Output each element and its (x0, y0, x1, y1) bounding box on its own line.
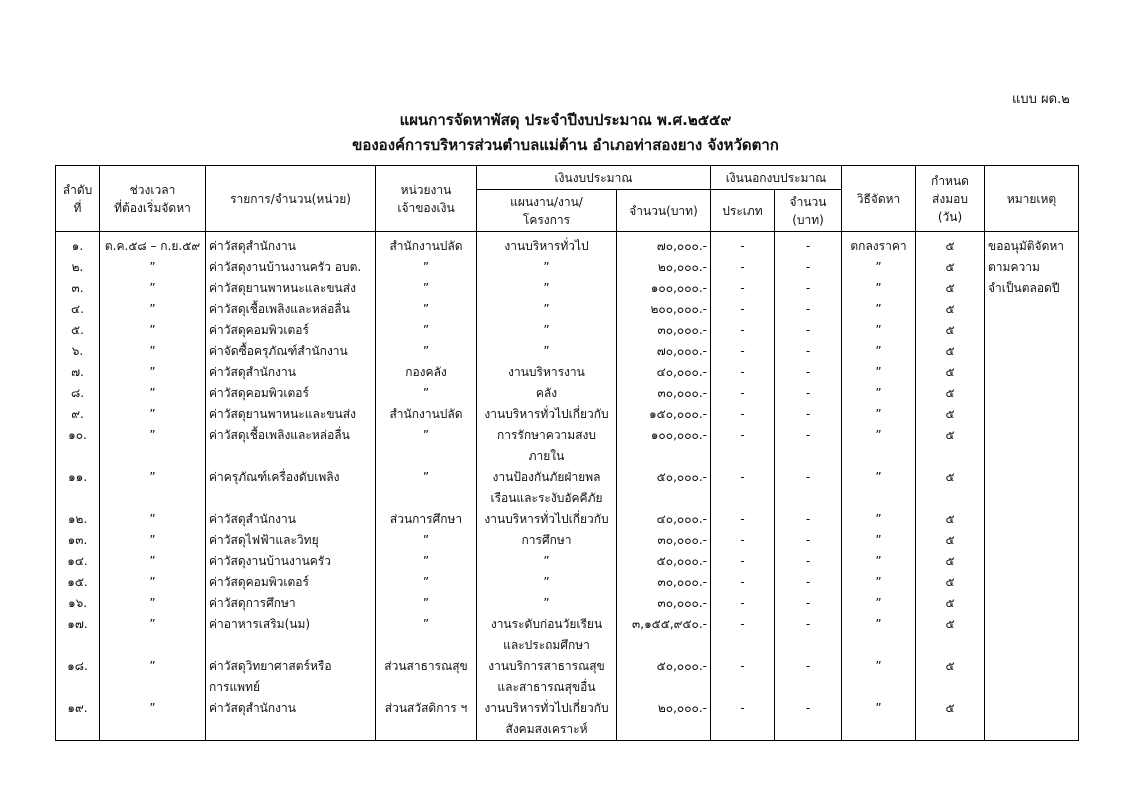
header-unit: หน่วยงาน เจ้าของเงิน (376, 166, 477, 232)
cell-period: ” (100, 614, 206, 656)
cell-delivery: ๕ (916, 278, 985, 299)
cell-unit: สำนักงานปลัด (376, 232, 477, 258)
cell-unit: ” (376, 257, 477, 278)
cell-no: ๘. (56, 383, 100, 404)
cell-method: ” (842, 509, 916, 530)
cell-period: ” (100, 257, 206, 278)
cell-unit: ” (376, 530, 477, 551)
cell-remark (985, 614, 1079, 656)
cell-no: ๓. (56, 278, 100, 299)
cell-delivery: ๕ (916, 362, 985, 383)
cell-method: ” (842, 341, 916, 362)
cell-amount: ๓๐,๐๐๐.- (617, 572, 711, 593)
cell-off-amount: - (775, 257, 842, 278)
cell-no: ๕. (56, 320, 100, 341)
cell-amount: ๕๐,๐๐๐.- (617, 656, 711, 698)
cell-type: - (711, 656, 775, 698)
cell-delivery: ๕ (916, 572, 985, 593)
cell-method: ” (842, 614, 916, 656)
cell-off-amount: - (775, 530, 842, 551)
cell-method: ” (842, 257, 916, 278)
table-row (56, 383, 1079, 404)
cell-type: - (711, 467, 775, 509)
cell-method: ” (842, 467, 916, 509)
cell-type: - (711, 278, 775, 299)
cell-plan: ” (477, 551, 617, 572)
cell-period: ” (100, 698, 206, 741)
cell-type: - (711, 341, 775, 362)
cell-period: ” (100, 467, 206, 509)
table-row (56, 404, 1079, 425)
cell-remark (985, 551, 1079, 572)
cell-remark (985, 320, 1079, 341)
cell-off-amount: - (775, 299, 842, 320)
cell-type: - (711, 614, 775, 656)
header-no: ลำดับ ที่ (56, 166, 100, 232)
cell-type: - (711, 383, 775, 404)
cell-method: ” (842, 698, 916, 741)
cell-plan: ” (477, 299, 617, 320)
header-delivery: กำหนด ส่งมอบ (วัน) (916, 166, 985, 232)
cell-type: - (711, 509, 775, 530)
cell-method: ” (842, 572, 916, 593)
cell-delivery: ๕ (916, 404, 985, 425)
cell-off-amount: - (775, 593, 842, 614)
cell-delivery: ๕ (916, 425, 985, 467)
cell-delivery: ๕ (916, 299, 985, 320)
cell-item: ค่าวัสดุสำนักงาน (206, 362, 376, 383)
cell-amount: ๔๐,๐๐๐.- (617, 362, 711, 383)
cell-remark: ขออนุมัติจัดหา (985, 232, 1079, 258)
table-row (56, 467, 1079, 509)
cell-plan: งานบริการสาธารณสุข และสาธารณสุขอื่น (477, 656, 617, 698)
cell-no: ๒. (56, 257, 100, 278)
cell-amount: ๑๐๐,๐๐๐.- (617, 278, 711, 299)
cell-plan: ” (477, 341, 617, 362)
cell-amount: ๓๐,๐๐๐.- (617, 320, 711, 341)
cell-remark (985, 299, 1079, 320)
header-off-budget-group: เงินนอกงบประมาณ (711, 166, 842, 190)
cell-delivery: ๕ (916, 551, 985, 572)
cell-plan: งานระดับก่อนวัยเรียน และประถมศึกษา (477, 614, 617, 656)
cell-period: ” (100, 320, 206, 341)
cell-off-amount: - (775, 383, 842, 404)
table-row (56, 551, 1079, 572)
table-row (56, 425, 1079, 467)
cell-amount: ๒๐๐,๐๐๐.- (617, 299, 711, 320)
table-row (56, 572, 1079, 593)
cell-no: ๑๓. (56, 530, 100, 551)
cell-off-amount: - (775, 551, 842, 572)
cell-delivery: ๕ (916, 698, 985, 741)
cell-remark (985, 698, 1079, 741)
table-row (56, 341, 1079, 362)
cell-unit: ” (376, 425, 477, 467)
cell-amount: ๓๐,๐๐๐.- (617, 530, 711, 551)
cell-method: ” (842, 656, 916, 698)
table-row (56, 232, 1079, 258)
cell-item: ค่าวัสดุสำนักงาน (206, 509, 376, 530)
cell-type: - (711, 551, 775, 572)
cell-amount: ๕๐,๐๐๐.- (617, 551, 711, 572)
cell-period: ” (100, 551, 206, 572)
cell-no: ๑๗. (56, 614, 100, 656)
cell-amount: ๗๐,๐๐๐.- (617, 232, 711, 258)
cell-unit: ” (376, 572, 477, 593)
cell-no: ๑๑. (56, 467, 100, 509)
cell-method: ” (842, 278, 916, 299)
cell-method: ” (842, 320, 916, 341)
cell-type: - (711, 257, 775, 278)
cell-remark (985, 341, 1079, 362)
cell-period: ” (100, 299, 206, 320)
cell-type: - (711, 362, 775, 383)
cell-plan: ” (477, 278, 617, 299)
cell-plan: คลัง (477, 383, 617, 404)
cell-period: ” (100, 593, 206, 614)
page-title: แผนการจัดหาพัสดุ ประจำปีงบประมาณ พ.ศ.๒๕๕๙ (399, 111, 732, 129)
table-row (56, 278, 1079, 299)
cell-plan: ” (477, 593, 617, 614)
cell-period: ” (100, 572, 206, 593)
form-code: แบบ ผด.๒ (1012, 92, 1070, 107)
cell-plan: งานบริหารทั่วไปเกี่ยวกับ (477, 404, 617, 425)
cell-unit: ” (376, 320, 477, 341)
cell-delivery: ๕ (916, 467, 985, 509)
cell-delivery: ๕ (916, 320, 985, 341)
cell-item: ค่าวัสดุเชื้อเพลิงและหล่อลื่น (206, 299, 376, 320)
header-budget-group: เงินงบประมาณ (477, 166, 711, 190)
cell-type: - (711, 404, 775, 425)
cell-amount: ๓,๑๕๕,๙๕๐.- (617, 614, 711, 656)
cell-amount: ๒๐,๐๐๐.- (617, 698, 711, 741)
cell-delivery: ๕ (916, 614, 985, 656)
cell-item: ค่าวัสดุคอมพิวเตอร์ (206, 320, 376, 341)
cell-amount: ๒๐,๐๐๐.- (617, 257, 711, 278)
cell-no: ๔. (56, 299, 100, 320)
cell-period: ” (100, 509, 206, 530)
cell-no: ๙. (56, 404, 100, 425)
cell-off-amount: - (775, 404, 842, 425)
header-method: วิธีจัดหา (842, 166, 916, 232)
cell-item: ค่าวัสดุยานพาหนะและขนส่ง (206, 278, 376, 299)
cell-period: ” (100, 278, 206, 299)
cell-item: ค่าวัสดุงานบ้านงานครัว (206, 551, 376, 572)
cell-off-amount: - (775, 467, 842, 509)
cell-delivery: ๕ (916, 530, 985, 551)
header-item: รายการ/จำนวน(หน่วย) (206, 166, 376, 232)
cell-period: ” (100, 425, 206, 467)
cell-off-amount: - (775, 614, 842, 656)
cell-amount: ๑๐๐,๐๐๐.- (617, 425, 711, 467)
cell-plan: งานบริหารทั่วไปเกี่ยวกับ สังคมสงเคราะห์ (477, 698, 617, 741)
table-row (56, 320, 1079, 341)
cell-no: ๑๘. (56, 656, 100, 698)
cell-period: ต.ค.๕๘ – ก.ย.๕๙ (100, 232, 206, 258)
cell-no: ๑๙. (56, 698, 100, 741)
cell-plan: ” (477, 257, 617, 278)
cell-method: ” (842, 551, 916, 572)
cell-no: ๑๕. (56, 572, 100, 593)
cell-amount: ๔๐,๐๐๐.- (617, 509, 711, 530)
header-type: ประเภท (711, 190, 775, 232)
cell-method: ” (842, 593, 916, 614)
table-row (56, 614, 1079, 656)
cell-amount: ๓๐,๐๐๐.- (617, 383, 711, 404)
cell-method: ” (842, 299, 916, 320)
cell-unit: ส่วนการศึกษา (376, 509, 477, 530)
cell-remark (985, 425, 1079, 467)
cell-type: - (711, 572, 775, 593)
cell-off-amount: - (775, 572, 842, 593)
cell-unit: ” (376, 299, 477, 320)
cell-item: ค่าวัสดุสำนักงาน (206, 698, 376, 741)
cell-remark (985, 656, 1079, 698)
cell-type: - (711, 425, 775, 467)
cell-unit: ” (376, 383, 477, 404)
cell-item: ค่าวัสดุคอมพิวเตอร์ (206, 572, 376, 593)
cell-type: - (711, 530, 775, 551)
cell-type: - (711, 698, 775, 741)
cell-plan: ” (477, 320, 617, 341)
cell-delivery: ๕ (916, 383, 985, 404)
cell-remark (985, 530, 1079, 551)
table-row (56, 257, 1079, 278)
cell-period: ” (100, 404, 206, 425)
cell-unit: ” (376, 593, 477, 614)
cell-plan: การรักษาความสงบภายใน (477, 425, 617, 467)
cell-item: ค่าวัสดุยานพาหนะและขนส่ง (206, 404, 376, 425)
table-row (56, 530, 1079, 551)
cell-off-amount: - (775, 698, 842, 741)
table-row (56, 656, 1079, 698)
cell-item: ค่าวัสดุการศึกษา (206, 593, 376, 614)
cell-no: ๑๔. (56, 551, 100, 572)
cell-delivery: ๕ (916, 656, 985, 698)
cell-plan: การศึกษา (477, 530, 617, 551)
header-off-amount: จำนวน (บาท) (775, 190, 842, 232)
cell-unit: กองคลัง (376, 362, 477, 383)
cell-no: ๑๐. (56, 425, 100, 467)
header-remark: หมายเหตุ (985, 166, 1079, 232)
cell-delivery: ๕ (916, 509, 985, 530)
cell-remark (985, 593, 1079, 614)
cell-off-amount: - (775, 232, 842, 258)
cell-method: ” (842, 530, 916, 551)
cell-unit: ” (376, 614, 477, 656)
cell-no: ๑๖. (56, 593, 100, 614)
cell-item: ค่าวัสดุงานบ้านงานครัว อบต. (206, 257, 376, 278)
cell-off-amount: - (775, 656, 842, 698)
cell-remark: ตามความ (985, 257, 1079, 278)
cell-type: - (711, 299, 775, 320)
page-subtitle: ขององค์การบริหารส่วนตำบลแม่ต้าน อำเภอท่าสองยาง จังหวัดตาก (352, 136, 779, 154)
cell-plan: งานบริหารงาน (477, 362, 617, 383)
cell-period: ” (100, 362, 206, 383)
cell-remark (985, 404, 1079, 425)
table-row (56, 509, 1079, 530)
cell-amount: ๓๐,๐๐๐.- (617, 593, 711, 614)
cell-item: ค่าครุภัณฑ์เครื่องดับเพลิง (206, 467, 376, 509)
cell-off-amount: - (775, 341, 842, 362)
table-body (56, 232, 1079, 741)
cell-amount: ๑๕๐,๐๐๐.- (617, 404, 711, 425)
cell-period: ” (100, 383, 206, 404)
cell-item: ค่าวัสดุสำนักงาน (206, 232, 376, 258)
cell-item: ค่าวัสดุคอมพิวเตอร์ (206, 383, 376, 404)
cell-item: ค่าวัสดุวิทยาศาสตร์หรือ การแพทย์ (206, 656, 376, 698)
cell-period: ” (100, 656, 206, 698)
cell-item: ค่าวัสดุเชื้อเพลิงและหล่อลื่น (206, 425, 376, 467)
cell-no: ๑๒. (56, 509, 100, 530)
cell-delivery: ๕ (916, 257, 985, 278)
header-period: ช่วงเวลา ที่ต้องเริ่มจัดหา (100, 166, 206, 232)
cell-item: ค่าอาหารเสริม(นม) (206, 614, 376, 656)
cell-off-amount: - (775, 278, 842, 299)
cell-remark: จำเป็นตลอดปี (985, 278, 1079, 299)
cell-plan: งานป้องกันภัยฝ่ายพล เรือนและระงับอัคคีภัย (477, 467, 617, 509)
table-row (56, 698, 1079, 741)
procurement-plan-table (55, 165, 1079, 741)
cell-method: ” (842, 404, 916, 425)
cell-remark (985, 383, 1079, 404)
cell-unit: สำนักงานปลัด (376, 404, 477, 425)
cell-off-amount: - (775, 320, 842, 341)
cell-method: ” (842, 425, 916, 467)
header-amount: จำนวน(บาท) (617, 190, 711, 232)
cell-unit: ส่วนสวัสดิการ ฯ (376, 698, 477, 741)
cell-unit: ” (376, 278, 477, 299)
cell-unit: ส่วนสาธารณสุข (376, 656, 477, 698)
table-row (56, 362, 1079, 383)
cell-delivery: ๕ (916, 593, 985, 614)
table-row (56, 299, 1079, 320)
cell-type: - (711, 320, 775, 341)
cell-amount: ๕๐,๐๐๐.- (617, 467, 711, 509)
cell-remark (985, 509, 1079, 530)
cell-remark (985, 572, 1079, 593)
cell-off-amount: - (775, 509, 842, 530)
cell-method: ตกลงราคา (842, 232, 916, 258)
cell-item: ค่าวัสดุไฟฟ้าและวิทยุ (206, 530, 376, 551)
cell-remark (985, 467, 1079, 509)
cell-off-amount: - (775, 362, 842, 383)
cell-unit: ” (376, 467, 477, 509)
cell-amount: ๗๐,๐๐๐.- (617, 341, 711, 362)
cell-delivery: ๕ (916, 232, 985, 258)
cell-method: ” (842, 362, 916, 383)
table-row (56, 593, 1079, 614)
cell-item: ค่าจัดซื้อครุภัณฑ์สำนักงาน (206, 341, 376, 362)
cell-no: ๑. (56, 232, 100, 258)
cell-unit: ” (376, 341, 477, 362)
cell-no: ๗. (56, 362, 100, 383)
cell-type: - (711, 232, 775, 258)
header-plan: แผนงาน/งาน/ โครงการ (477, 190, 617, 232)
cell-period: ” (100, 341, 206, 362)
cell-off-amount: - (775, 425, 842, 467)
cell-type: - (711, 593, 775, 614)
cell-method: ” (842, 383, 916, 404)
cell-no: ๖. (56, 341, 100, 362)
cell-plan: งานบริหารทั่วไป (477, 232, 617, 258)
cell-plan: ” (477, 572, 617, 593)
cell-delivery: ๕ (916, 341, 985, 362)
cell-period: ” (100, 530, 206, 551)
cell-plan: งานบริหารทั่วไปเกี่ยวกับ (477, 509, 617, 530)
cell-remark (985, 362, 1079, 383)
cell-unit: ” (376, 551, 477, 572)
